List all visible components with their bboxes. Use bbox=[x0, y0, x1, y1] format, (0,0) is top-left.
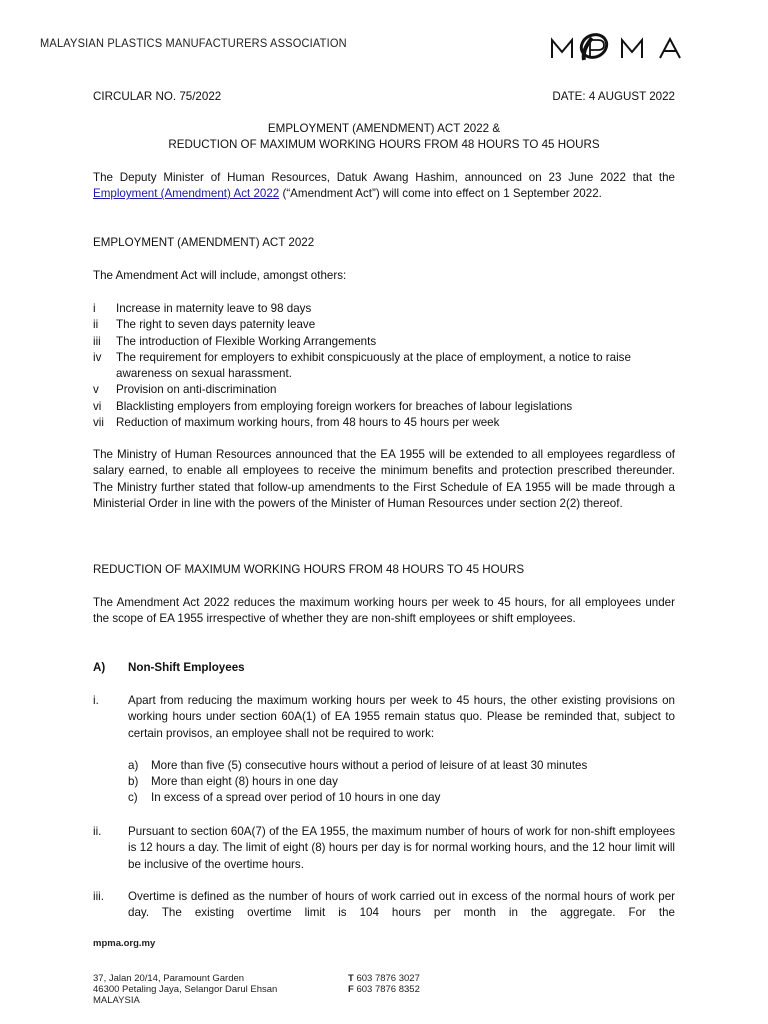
mpma-logo-icon bbox=[548, 30, 712, 66]
list-text: The introduction of Flexible Working Arrangements bbox=[116, 334, 377, 348]
circular-info bbox=[93, 89, 675, 105]
list-text: Increase in maternity leave to 98 days bbox=[116, 302, 312, 315]
ministry-paragraph: The Ministry of Human Resources announced that the EA 1955 will be extended to all employees regardless of salary earned, to enable all employees to receive the minimum benefits and protection prescribed thereunder. The Ministry further stated that follow-up amendments to the First Schedule of EA 1955 will be made through a Ministerial Order in line with the powers of the Minister of Human Resources under section 2(2) thereof. bbox=[93, 448, 675, 510]
list-text: Provision on anti-discrimination bbox=[116, 383, 277, 397]
list-item bbox=[93, 301, 675, 317]
list-item bbox=[93, 415, 675, 431]
list-item bbox=[93, 334, 675, 350]
list-item bbox=[93, 399, 675, 415]
address-line: 46300 Petaling Jaya, Selangor Darul Ehsan bbox=[93, 984, 278, 995]
sub-num: c) bbox=[128, 791, 138, 805]
sub-list-item bbox=[128, 774, 675, 790]
sub-text: More than eight (8) hours in one day bbox=[151, 775, 338, 789]
list-text: Blacklisting employers from employing foreign workers for breaches of labour legislations bbox=[116, 399, 573, 413]
document-title bbox=[93, 121, 675, 154]
subsection-non-shift bbox=[93, 660, 675, 676]
list-num: iv bbox=[93, 350, 102, 364]
footer-website: mpma.org.my bbox=[93, 938, 156, 949]
list-text: The requirement for employers to exhibit conspicuously at the place of employment, a notice to raise awareness on sexual harassment. bbox=[116, 350, 631, 381]
fax-number: 603 7876 8352 bbox=[356, 984, 420, 995]
phone-number: 603 7876 3027 bbox=[356, 973, 420, 984]
list-num: i bbox=[93, 302, 96, 315]
point-text: Overtime is defined as the number of hours of work carried out in excess of the normal hours of work per day. The existing overtime limit is 104 hours per month in the aggregate. For the bbox=[128, 890, 675, 920]
list-text: Reduction of maximum working hours, from 48 hours to 45 hours per week bbox=[116, 416, 500, 430]
sub-text: In excess of a spread over period of 10 hours in one day bbox=[151, 791, 441, 805]
sub-num: b) bbox=[128, 775, 139, 789]
intro-paragraph bbox=[93, 170, 675, 203]
title-line-2: REDUCTION OF MAXIMUM WORKING HOURS FROM 48 HOURS TO 45 HOURS bbox=[168, 138, 600, 152]
section-heading-reduction: REDUCTION OF MAXIMUM WORKING HOURS FROM 48 HOURS TO 45 HOURS bbox=[93, 563, 525, 576]
list-item bbox=[93, 382, 675, 398]
footer-contact bbox=[348, 973, 420, 995]
reduction-paragraph: The Amendment Act 2022 reduces the maximum working hours per week to 45 hours, for all employees under the scope of EA 1955 irrespective of whether they are non-shift employees or shift employees. bbox=[93, 596, 675, 626]
address-line: MALAYSIA bbox=[93, 995, 140, 1006]
footer-address bbox=[93, 973, 277, 1006]
list-num: iii bbox=[93, 334, 101, 348]
sub-list-item bbox=[128, 790, 675, 806]
point-text: Apart from reducing the maximum working hours per week to 45 hours, the other existing provisions on working hours under section 60A(1) of EA 1955 remain status quo. Please be reminded that, subject to certain provisos, an employee shall not be required to work: bbox=[128, 694, 675, 740]
sub-num: a) bbox=[128, 758, 139, 772]
intro-text-2: (“Amendment Act”) will come into effect on 1 September 2022. bbox=[279, 187, 602, 201]
phone-label: T bbox=[348, 973, 354, 984]
point-num: i. bbox=[93, 694, 99, 707]
point-i bbox=[93, 693, 675, 807]
list-text: The right to seven days paternity leave bbox=[116, 318, 316, 332]
amendment-list bbox=[93, 301, 675, 431]
point-ii bbox=[93, 824, 675, 873]
list-num: vii bbox=[93, 416, 104, 430]
circular-number: CIRCULAR NO. 75/2022 bbox=[93, 90, 222, 103]
circular-date: DATE: 4 AUGUST 2022 bbox=[552, 90, 675, 103]
subsection-label: A) bbox=[93, 661, 106, 674]
title-line-1: EMPLOYMENT (AMENDMENT) ACT 2022 & bbox=[267, 122, 501, 135]
section-heading-amendment-act: EMPLOYMENT (AMENDMENT) ACT 2022 bbox=[93, 236, 315, 249]
sub-text: More than five (5) consecutive hours without a period of leisure of at least 30 minutes bbox=[151, 758, 588, 772]
list-num: ii bbox=[93, 318, 99, 332]
list-num: vi bbox=[93, 399, 102, 413]
point-iii bbox=[93, 889, 675, 922]
list-item bbox=[93, 350, 675, 383]
footer-phone bbox=[348, 973, 420, 984]
org-name: MALAYSIAN PLASTICS MANUFACTURERS ASSOCIATION bbox=[40, 38, 347, 50]
amendment-lead: The Amendment Act will include, amongst others: bbox=[93, 269, 347, 282]
fax-label: F bbox=[348, 984, 354, 995]
list-item bbox=[93, 317, 675, 333]
sub-list-item bbox=[128, 758, 675, 774]
subsection-title: Non-Shift Employees bbox=[128, 661, 245, 674]
address-line: 37, Jalan 20/14, Paramount Garden bbox=[93, 973, 245, 984]
intro-text-1: The Deputy Minister of Human Resources, Datuk Awang Hashim, announced on 23 June 2022 that the bbox=[93, 171, 675, 184]
employment-act-link[interactable]: Employment (Amendment) Act 2022 bbox=[93, 187, 280, 201]
list-num: v bbox=[93, 383, 99, 397]
point-num: iii. bbox=[93, 890, 104, 903]
footer-fax bbox=[348, 984, 420, 995]
point-text: Pursuant to section 60A(7) of the EA 1955, the maximum number of hours of work for non-shift employees is 12 hours a day. The limit of eight (8) hours per day is for normal working hours, and the 12 hour limit will be inclusive of the overtime hours. bbox=[128, 825, 675, 871]
point-num: ii. bbox=[93, 825, 102, 838]
